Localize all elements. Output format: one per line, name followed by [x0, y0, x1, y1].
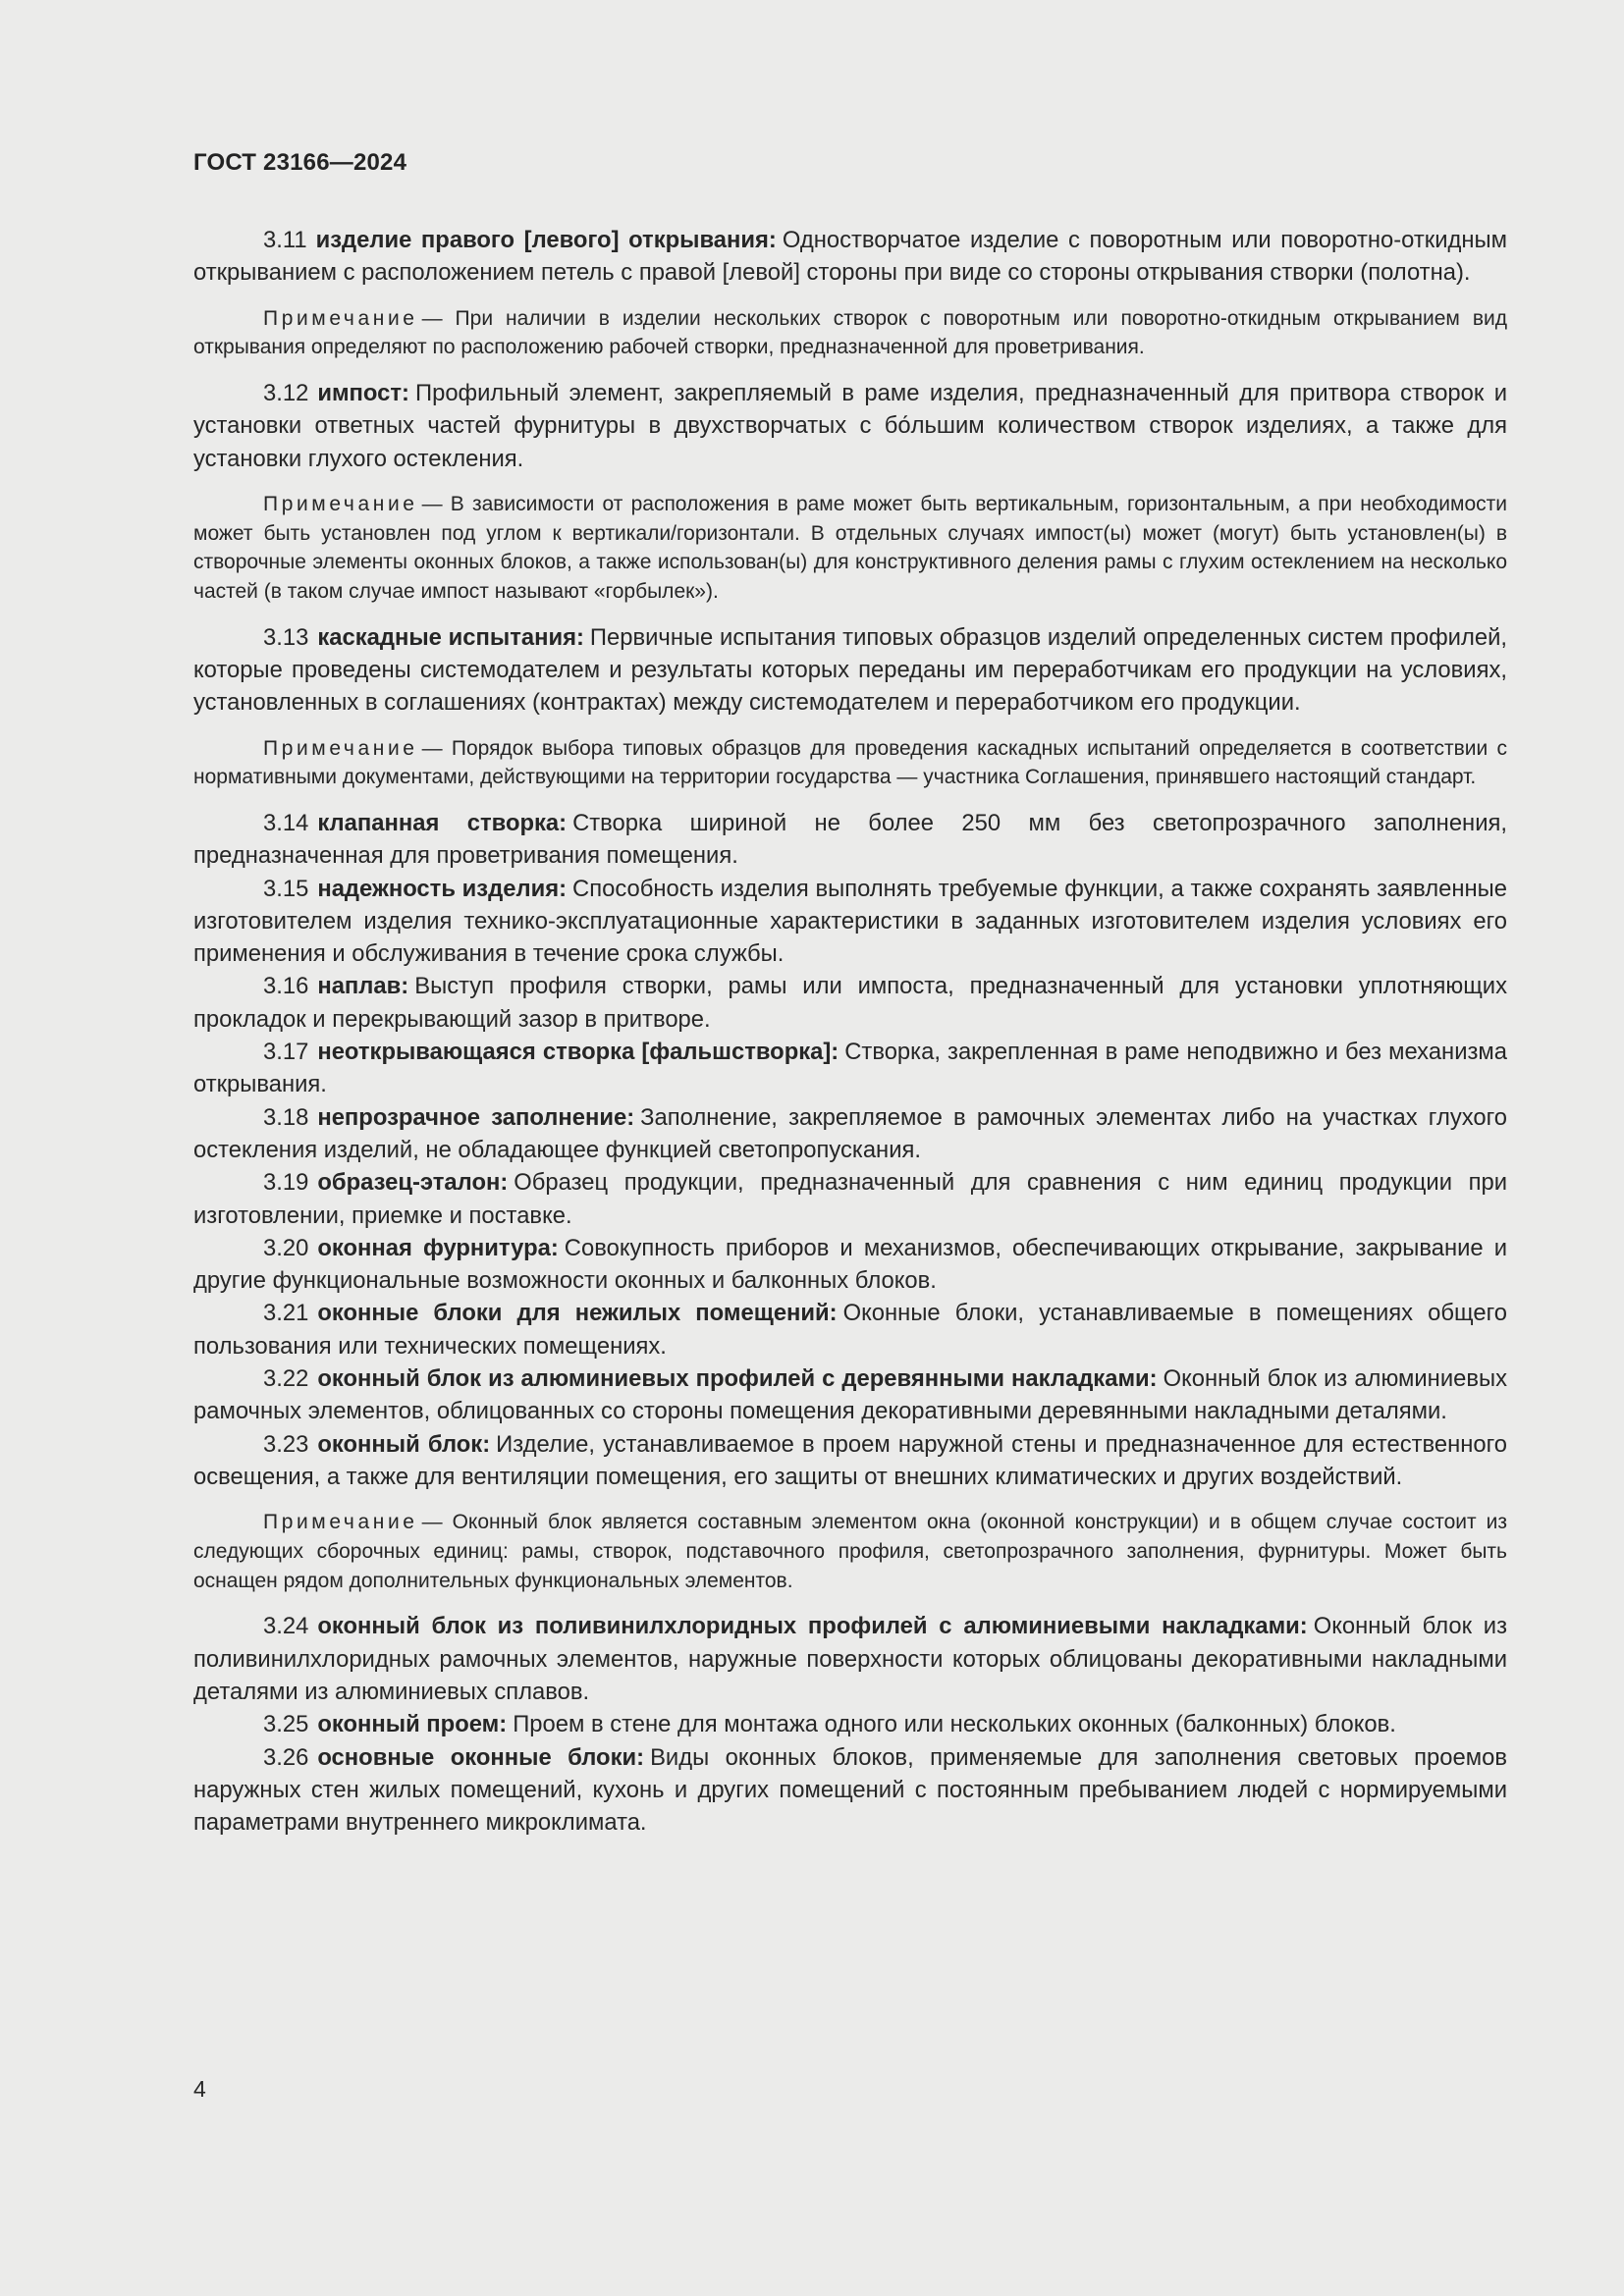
note-label: Примечание: [263, 1511, 418, 1534]
definition-number: 3.15: [263, 875, 309, 902]
definition-3-13: [193, 621, 1507, 720]
definition-3-19: [193, 1166, 1507, 1232]
note-text: — В зависимости от расположения в раме может быть вертикальным, горизонтальным, а при необходимости может быть установлен под углом к вертикали/горизонтали. В отдельных случаях импост(ы) может (могут) быть установлен(ы) в створочные элементы оконных блоков, а также использован(ы) для конструктивного деления рамы с глухим остеклением на несколько частей (в таком случае импост называют «горбылек»).: [193, 492, 1507, 603]
definition-term: импост:: [317, 380, 409, 406]
definition-3-11: [193, 224, 1507, 290]
definition-text: Заполнение, закрепляемое в рамочных элементах либо на участках глухого остекления изделий, не обладающее функцией светопропускания.: [193, 1103, 1507, 1163]
definition-term: образец-эталон:: [317, 1169, 509, 1197]
note-text: — Порядок выбора типовых образцов для проведения каскадных испытаний определяется в соответствии с нормативными документами, действующими на территории государства — участника Соглашения, принявшего настоящий стандарт.: [193, 736, 1507, 789]
definition-term: непрозрачное заполнение:: [317, 1103, 635, 1131]
note-3-12: [193, 490, 1507, 607]
definitions-list: [193, 224, 1507, 1839]
document-code-header: ГОСТ 23166—2024: [193, 149, 407, 176]
definition-term: надежность изделия:: [317, 875, 568, 902]
definition-3-18: [193, 1101, 1507, 1167]
definition-number: 3.23: [263, 1430, 309, 1458]
definition-3-15: [193, 873, 1507, 971]
definition-text: Профильный элемент, закрепляемый в раме изделия, предназначенный для притвора створок и установки ответных частей фурнитуры в двухстворчатых с бо́льшим количеством створок изделиях, а также для установки глухого остекления.: [193, 380, 1507, 472]
definition-text: Совокупность приборов и механизмов, обеспечивающих открывание, закрывание и другие функциональные возможности оконных и балконных блоков.: [193, 1234, 1508, 1295]
note-3-13: [193, 734, 1507, 792]
definition-number: 3.17: [263, 1039, 309, 1066]
definition-number: 3.12: [263, 380, 309, 406]
definition-number: 3.26: [263, 1743, 309, 1771]
definition-text: Виды оконных блоков, применяемые для заполнения световых проемов наружных стен жилых помещений, кухонь и других помещений с постоянным пребыванием людей с нормируемыми параметрами внутреннего микроклимата.: [193, 1743, 1507, 1837]
definition-term: изделие правого [левого] открывания:: [315, 227, 777, 253]
definition-3-24: [193, 1610, 1507, 1708]
definition-text: Способность изделия выполнять требуемые функции, а также сохранять заявленные изготовителем изделия технико-эксплуатационные характеристики в заданных изготовителем изделия условиях его применения и обслуживания в течение срока службы.: [193, 875, 1508, 968]
definition-text: Оконный блок из поливинилхлоридных рамочных элементов, наружные поверхности которых облицованы декоративными накладными деталями из алюминиевых сплавов.: [193, 1613, 1508, 1705]
definition-text: Проем в стене для монтажа одного или нескольких оконных (балконных) блоков.: [513, 1711, 1396, 1738]
definition-term: наплав:: [317, 973, 409, 1000]
definition-3-23: [193, 1428, 1507, 1494]
definition-number: 3.11: [263, 227, 307, 253]
definition-number: 3.24: [263, 1613, 309, 1640]
definition-text: Образец продукции, предназначенный для сравнения с ним единиц продукции при изготовлении, приемке и поставке.: [193, 1169, 1507, 1229]
note-label: Примечание: [263, 492, 418, 515]
definition-3-21: [193, 1297, 1507, 1362]
definition-term: оконный блок из поливинилхлоридных профилей с алюминиевыми накладками:: [317, 1613, 1308, 1640]
definition-term: оконный блок из алюминиевых профилей с деревянными накладками:: [317, 1365, 1158, 1393]
definition-term: оконный проем:: [317, 1711, 508, 1738]
definition-number: 3.16: [263, 973, 309, 1000]
page-number: 4: [193, 2076, 206, 2102]
definition-number: 3.19: [263, 1169, 309, 1197]
definition-number: 3.18: [263, 1103, 309, 1131]
definition-text: Оконные блоки, устанавливаемые в помещениях общего пользования или технических помещениях.: [193, 1300, 1507, 1360]
definition-term: оконные блоки для нежилых помещений:: [317, 1300, 838, 1327]
definition-3-26: [193, 1741, 1507, 1840]
definition-number: 3.14: [263, 810, 309, 836]
note-label: Примечание: [263, 306, 418, 330]
definition-3-25: [193, 1708, 1507, 1740]
definition-text: Изделие, устанавливаемое в проем наружной стены и предназначенное для естественного освещения, а также для вентиляции помещения, его защиты от внешних климатических и других воздействий.: [193, 1430, 1508, 1490]
note-label: Примечание: [263, 736, 418, 760]
definition-text: Выступ профиля створки, рамы или импоста, предназначенный для установки уплотняющих прокладок и перекрывающий зазор в притворе.: [193, 973, 1507, 1033]
definition-text: Оконный блок из алюминиевых рамочных элементов, облицованных со стороны помещения декоративными деревянными накладными деталями.: [193, 1365, 1507, 1425]
definition-text: Створка, закрепленная в раме неподвижно и без механизма открывания.: [193, 1039, 1507, 1098]
definition-term: оконная фурнитура:: [317, 1234, 559, 1261]
definition-3-12: [193, 377, 1507, 475]
definition-text: Первичные испытания типовых образцов изделий определенных систем профилей, которые проведены системодателем и результаты которых переданы им переработчикам его продукции на условиях, установленных в соглашениях (контрактах) между системодателем и переработчиком его продукции.: [193, 623, 1507, 717]
definition-number: 3.21: [263, 1300, 309, 1327]
definition-3-22: [193, 1362, 1507, 1428]
definition-number: 3.13: [263, 623, 309, 651]
definition-3-20: [193, 1232, 1507, 1298]
definition-3-17: [193, 1036, 1507, 1101]
definition-term: оконный блок:: [317, 1430, 491, 1458]
definition-number: 3.20: [263, 1234, 309, 1261]
definition-term: каскадные испытания:: [317, 623, 584, 651]
definition-term: основные оконные блоки:: [317, 1743, 645, 1771]
note-3-23: [193, 1508, 1507, 1595]
note-3-11: [193, 304, 1507, 362]
definition-number: 3.22: [263, 1365, 309, 1393]
note-text: — Оконный блок является составным элементом окна (оконной конструкции) и в общем случае состоит из следующих сборочных единиц: рамы, створок, подставочного профиля, светопрозрачного заполнения, фурнитуры. Может быть оснащен рядом дополнительных функциональных элементов.: [193, 1511, 1507, 1592]
definition-text: Одностворчатое изделие с поворотным или поворотно-откидным открыванием с расположением петель с правой [левой] стороны при виде со стороны открывания створки (полотна).: [193, 227, 1507, 287]
note-text: — При наличии в изделии нескольких створок с поворотным или поворотно-откидным открыванием вид открывания определяют по расположению рабочей створки, предназначенной для проветривания.: [193, 306, 1507, 359]
definition-number: 3.25: [263, 1711, 309, 1738]
definition-text: Створка шириной не более 250 мм без светопрозрачного заполнения, предназначенная для проветривания помещения.: [193, 810, 1507, 870]
definition-term: неоткрывающаяся створка [фальшстворка]:: [317, 1039, 839, 1066]
definition-term: клапанная створка:: [317, 810, 568, 836]
definition-3-16: [193, 970, 1507, 1036]
definition-3-14: [193, 807, 1507, 873]
